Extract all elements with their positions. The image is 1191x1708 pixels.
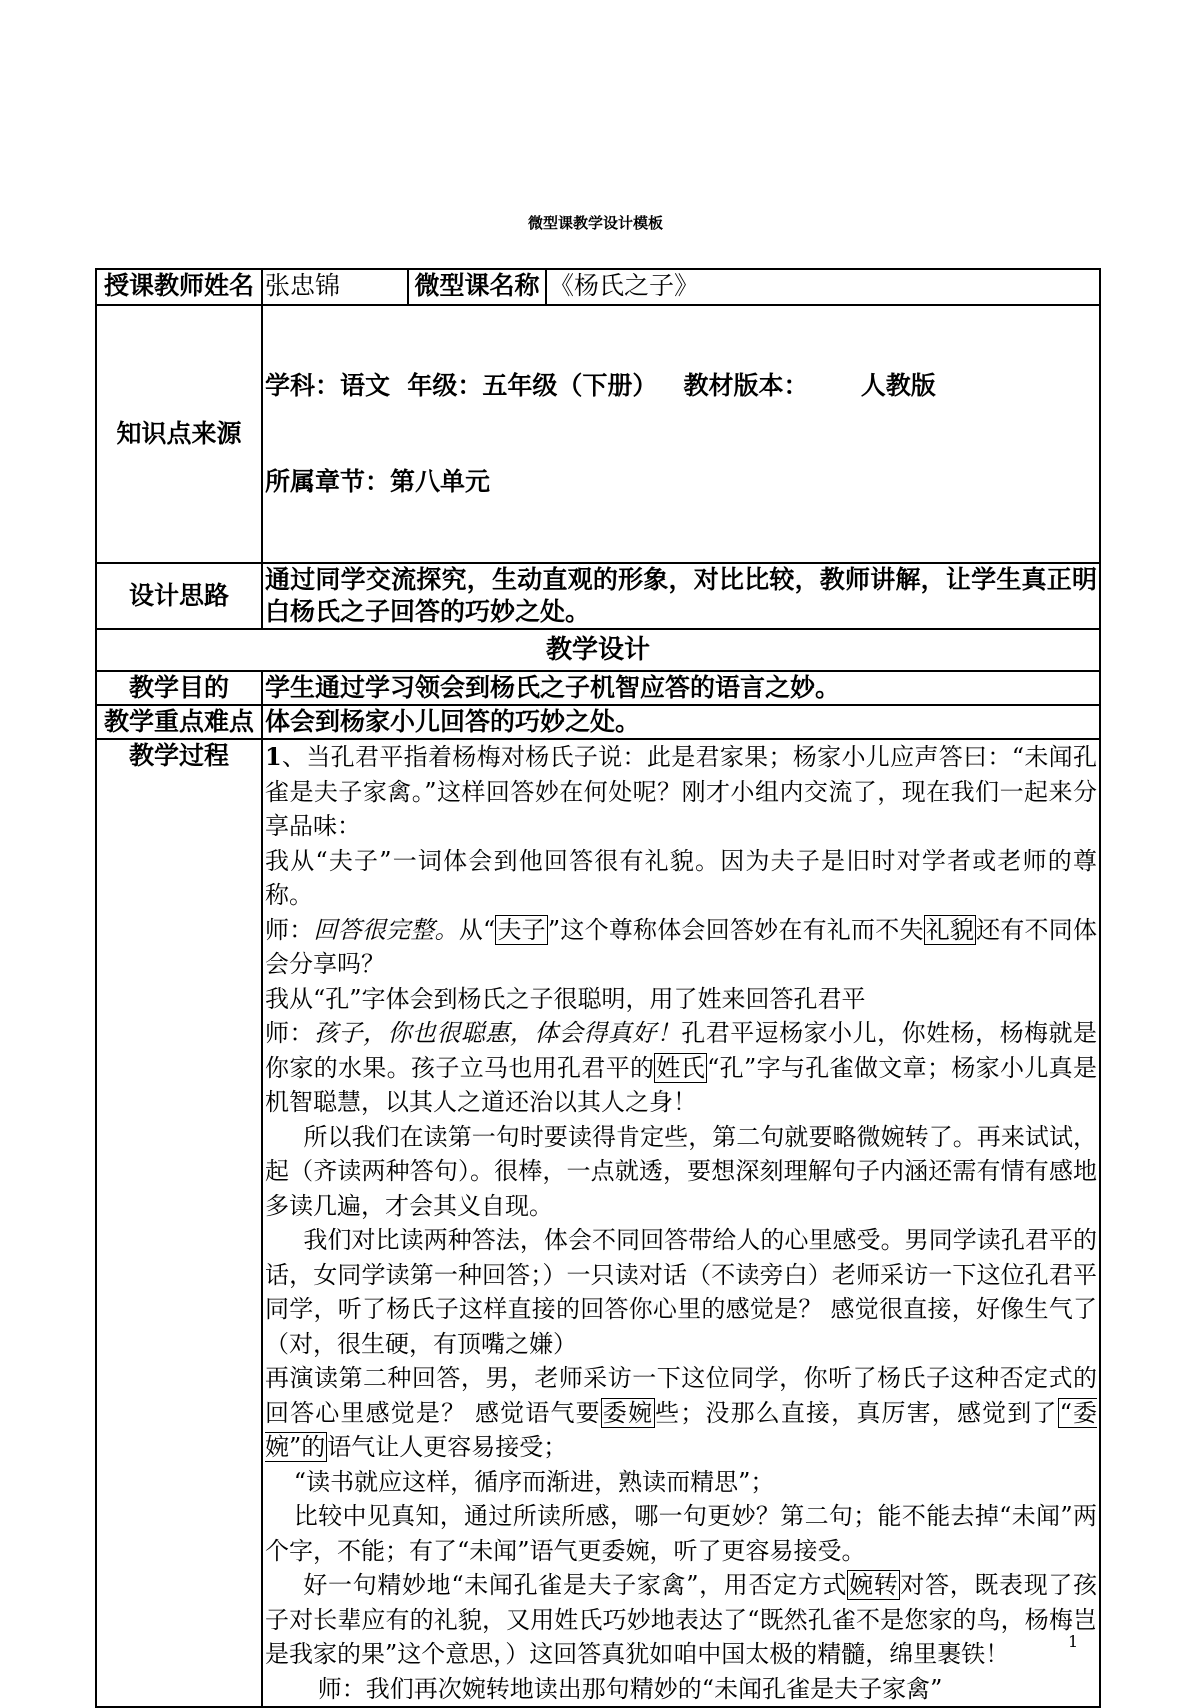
p11-a: 好一句精妙地“未闻孔雀是夫子家禽”，用否定方式	[303, 1571, 848, 1599]
process-label: 教学过程	[96, 739, 262, 1707]
p3-g: 还有不同体会分享吗？	[265, 915, 1097, 978]
design-label	[96, 563, 262, 629]
p5-boxed-term: 姓氏	[656, 1053, 706, 1082]
process-paragraph-2: 我从“夫子”一词体会到他回答很有礼貌。因为夫子是旧时对学者或老师的尊称。	[265, 846, 1097, 909]
key-row	[96, 705, 1100, 739]
document-title: 微型课教学设计模板	[527, 214, 663, 232]
p3-boxed-term-2: 礼貌	[925, 915, 975, 944]
process-paragraph-10: 比较中见真知，通过所读所感，哪一句更妙？第二句；能不能去掉“未闻”两个字，不能；有了“未闻”语气更委婉，听了更容易接受。	[265, 1502, 1097, 1565]
p5-e: “孔”字与孔雀做文章；杨家小儿真是机智聪慧，以其人之道还治以其人之身！	[265, 1053, 1098, 1116]
course-name: 《杨氏之子》	[546, 269, 1100, 305]
source-label	[96, 305, 262, 563]
lesson-design-table	[95, 268, 1101, 1708]
process-paragraph-11	[265, 1568, 1097, 1672]
step-number: 1	[265, 742, 282, 771]
p3-c: 从“	[458, 915, 496, 944]
p8-c: 些；没那么直接，真厉害，感觉到了	[655, 1398, 1058, 1427]
course-label: 微型课名称	[408, 269, 546, 305]
source-value	[262, 305, 1100, 563]
process-paragraph-6: 所以我们在读第一句时要读得肯定些，第二句就要略微婉转了。再来试试，起（齐读两种答句）。很棒，一点就透，要想深刻理解句子内涵还需有情有感地多读几遍，才会其义自现。	[265, 1122, 1097, 1220]
p3-boxed-term: 夫子	[497, 915, 546, 944]
key-text: 体会到杨家小儿回答的巧妙之处。	[262, 705, 1100, 739]
p8-boxed-term: 委婉	[602, 1398, 654, 1427]
p5-b: 孩子，你也很聪惠，体会得真好！	[313, 1019, 682, 1047]
process-content	[262, 739, 1100, 1707]
p3-b: 回答很完整。	[313, 915, 459, 944]
goal-text: 学生通过学习领会到杨氏之子机智应答的语言之妙。	[262, 671, 1100, 705]
key-label: 教学重点难点	[96, 705, 262, 739]
source-label-text: 知识点来源	[116, 419, 242, 448]
page-number: 1	[1068, 1632, 1079, 1651]
process-paragraph-1	[265, 740, 1097, 844]
p5-a: 师：	[265, 1019, 314, 1047]
process-paragraph-3	[265, 913, 1097, 982]
source-row	[96, 305, 1100, 563]
teacher-label: 授课教师姓名	[96, 269, 262, 305]
p1-text: 、当孔君平指着杨梅对杨氏子说：此是君家果；杨家小儿应声答曰：“未闻孔雀是夫子家禽。”这样回答妙在何处呢？刚才小组内交流了，现在我们一起来分享品味：	[265, 743, 1097, 840]
process-paragraph-9: “读书就应这样，循序而渐进，熟读而精思”；	[293, 1467, 775, 1496]
design-row	[96, 563, 1100, 629]
process-paragraph-12: 师：我们再次婉转地读出那句精妙的“未闻孔雀是夫子家禽”	[317, 1674, 943, 1703]
source-line-1: 学科：语文 年级：五年级（下册） 教材版本： 人教版	[265, 371, 936, 400]
p8-a: 再演读第二种回答，男，老师采访一下这位同学，你听了杨氏子这种否定式的回答心里感觉是？ 感觉语气要	[265, 1364, 1097, 1427]
p3-e: ”这个尊称体会回答妙在有礼而不失	[547, 915, 924, 944]
p5-c: 孔君平逗杨家小儿，你姓杨，杨梅就是你家的水果。孩子立马也用孔君平的	[265, 1019, 1098, 1082]
design-text: 通过同学交流探究，生动直观的形象，对比比较，教师讲解，让学生真正明白杨氏之子回答的巧妙之处。	[262, 563, 1100, 629]
process-paragraph-4: 我从“孔”字体会到杨氏之子很聪明，用了姓来回答孔君平	[265, 984, 866, 1013]
process-row	[96, 739, 1100, 1707]
goal-row	[96, 671, 1100, 705]
section-heading-row	[96, 629, 1100, 671]
teacher-row	[96, 269, 1100, 305]
design-label-text: 设计思路	[128, 581, 229, 610]
teacher-name: 张忠锦	[262, 269, 408, 305]
p11-boxed-term: 婉转	[849, 1571, 899, 1599]
p3-a: 师：	[265, 915, 314, 944]
source-line-2: 所属章节：第八单元	[265, 467, 491, 496]
section-heading: 教学设计	[96, 629, 1100, 671]
p11-c: 对答，既表现了孩子对长辈应有的礼貌，又用姓氏巧妙地表达了“既然孔雀不是您家的鸟，杨梅岂是我家的果”这个意思，）这回答真犹如咱中国太极的精髓，绵里裹铁！	[265, 1571, 1098, 1668]
process-paragraph-8	[265, 1361, 1097, 1465]
process-paragraph-7: 我们对比读两种答法，体会不同回答带给人的心里感受。男同学读孔君平的话，女同学读第一种回答；）一只读对话（不读旁白）老师采访一下这位孔君平同学，听了杨氏子这样直接的回答你心里的感觉是？ 感觉很直接，好像生气了（对，很生硬，有顶嘴之嫌）	[265, 1226, 1097, 1358]
p8-e: 语气让人更容易接受；	[327, 1433, 568, 1461]
process-paragraph-5	[265, 1016, 1097, 1120]
goal-label: 教学目的	[96, 671, 262, 705]
p8-boxed-term-2: “委婉”的	[265, 1398, 1098, 1461]
